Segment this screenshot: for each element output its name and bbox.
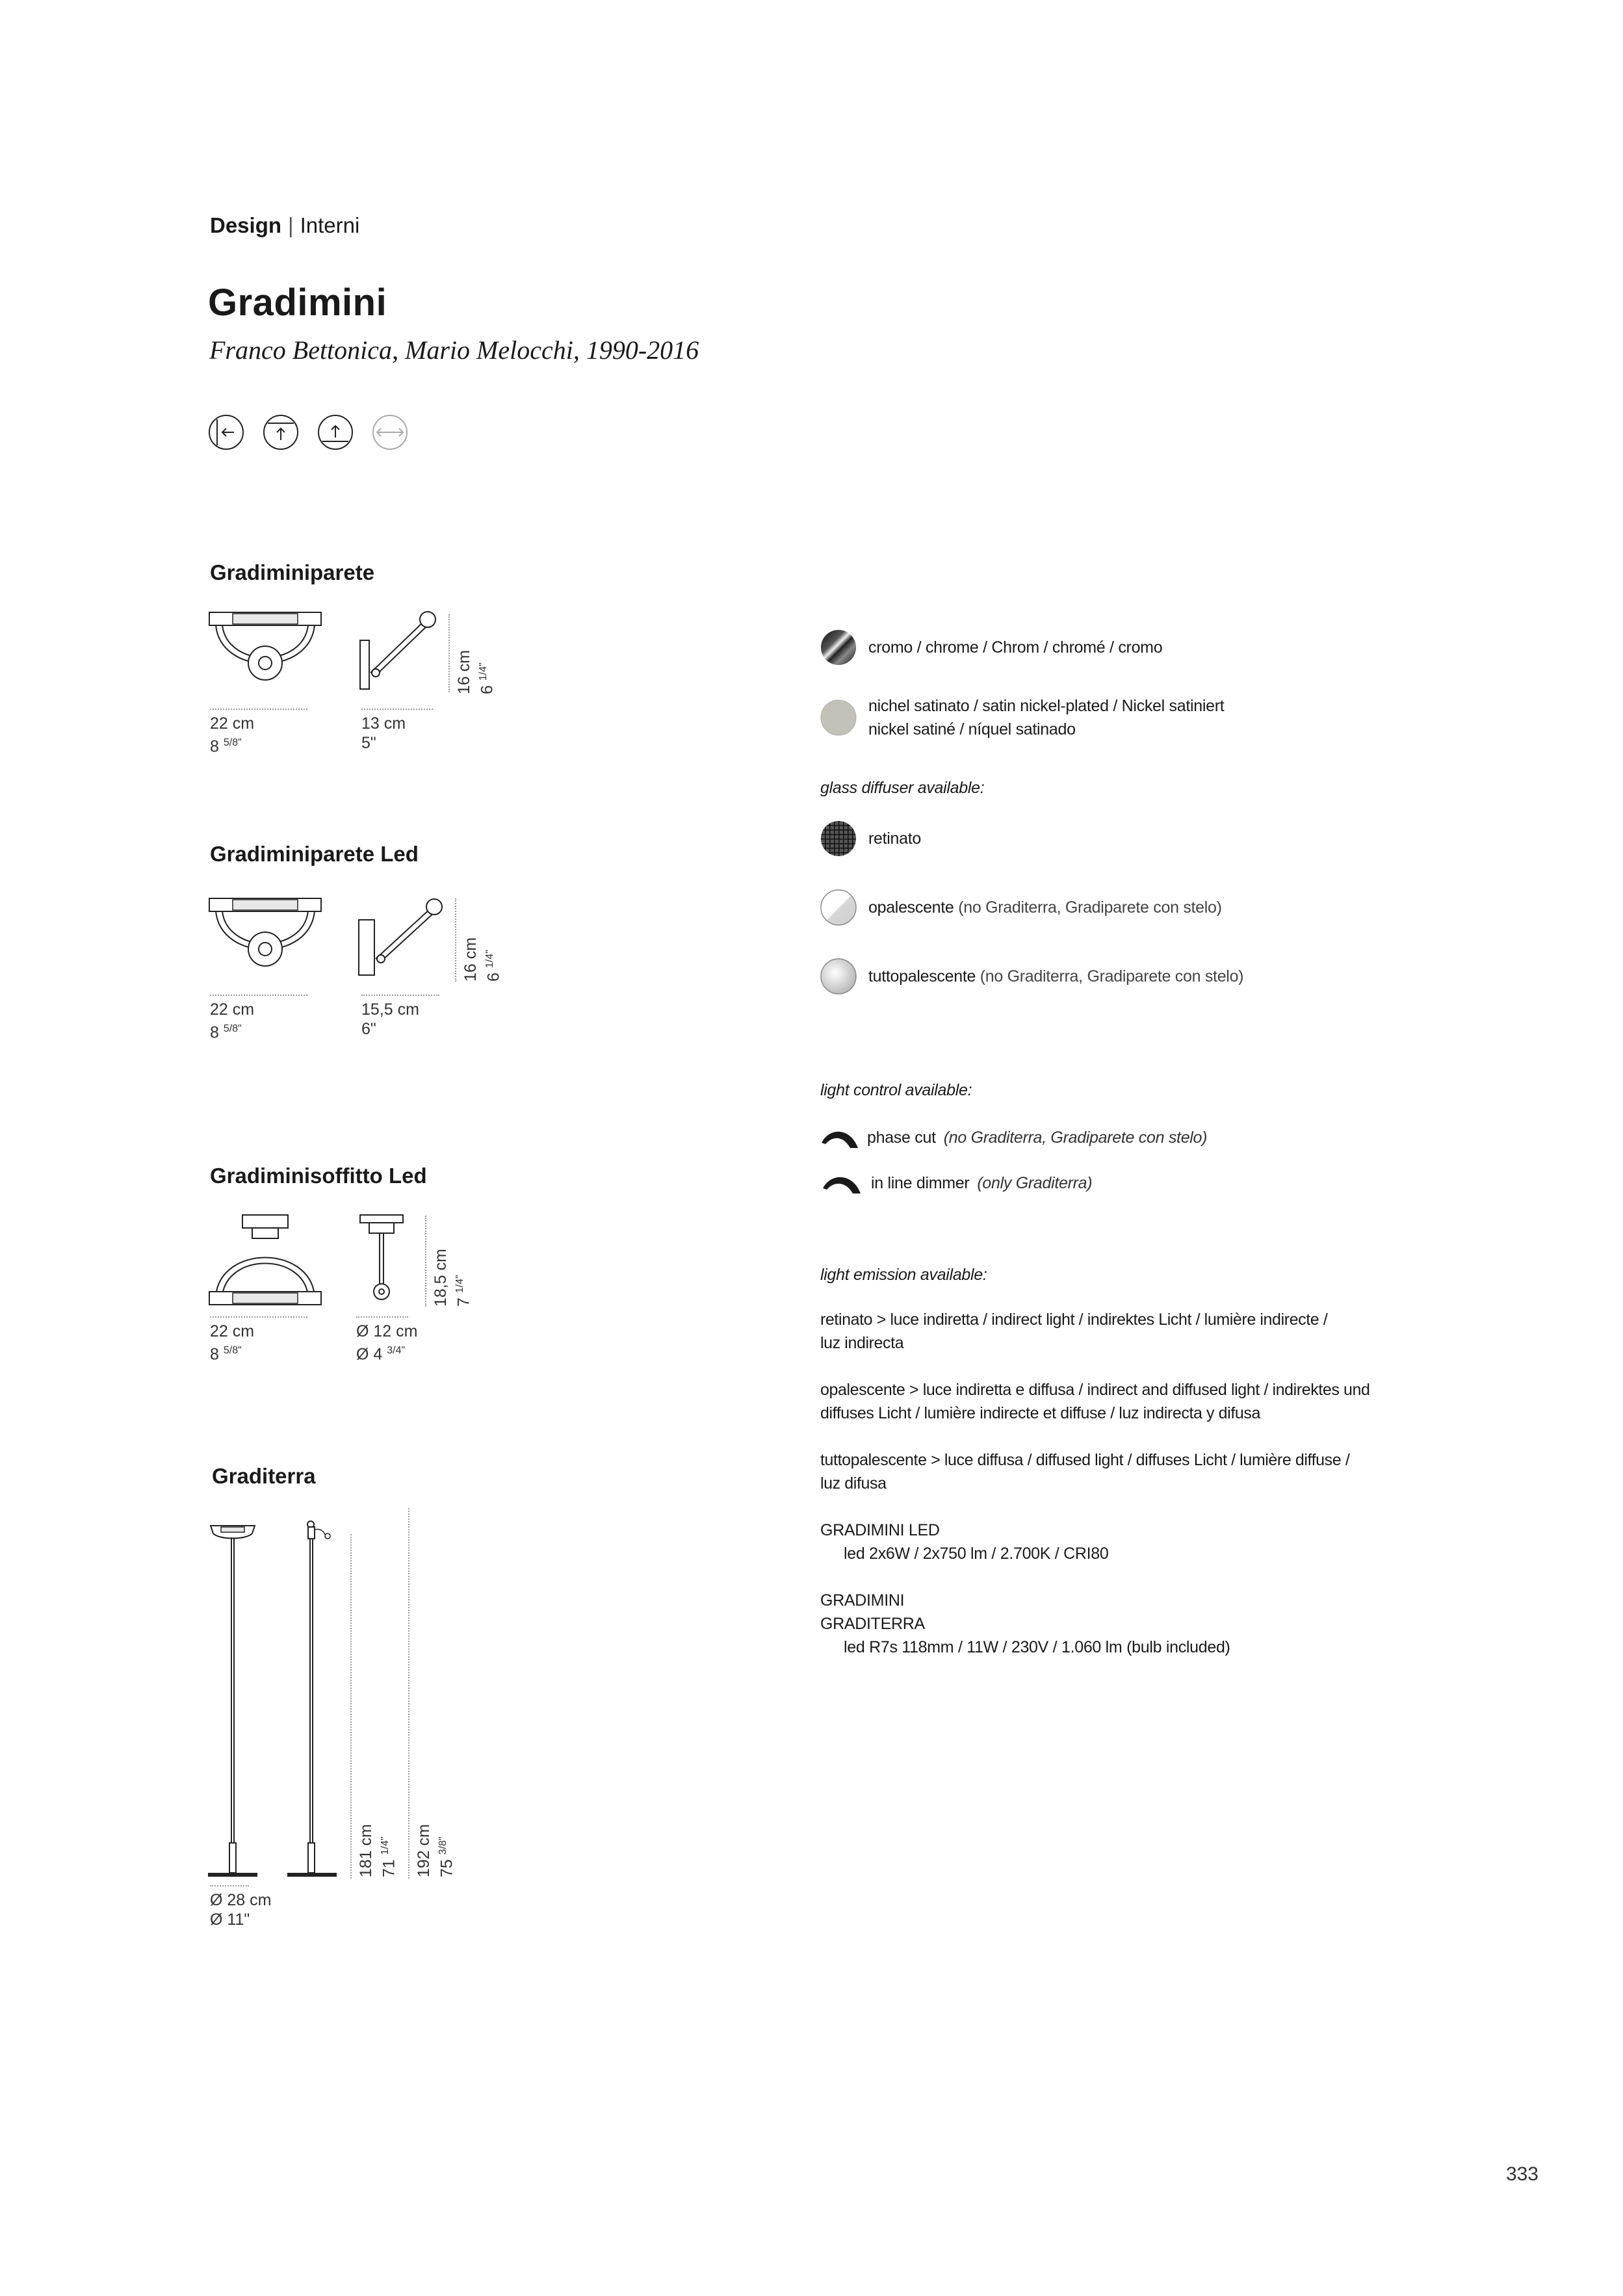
glass-label: opalescente	[868, 898, 954, 917]
height-in-frac: 1/4"	[478, 662, 489, 681]
height-in	[474, 662, 496, 694]
side-width-in-frac: 3/4"	[387, 1345, 406, 1356]
front-width-in-frac: 5/8"	[223, 1345, 242, 1356]
emission-line: opalescente > luce indiretta e diffusa / indirect and diffused light / indirektes und	[820, 1381, 1370, 1399]
ceiling-led-front-drawing	[207, 1212, 324, 1310]
front-width-in-frac: 5/8"	[223, 1023, 242, 1034]
front-width-cm: 22 cm	[210, 714, 255, 733]
phase-cut-icon	[820, 1125, 859, 1151]
height-2-in-text: 75	[437, 1859, 456, 1877]
control-dimmer	[820, 1170, 1092, 1196]
side-width-cm: 13 cm	[361, 714, 406, 733]
spec-heading: GRADIMINI	[820, 1591, 905, 1610]
finish-chrome	[820, 629, 1162, 666]
dimension-line	[425, 1216, 426, 1307]
chrome-swatch-icon	[820, 629, 857, 666]
side-width-cm: Ø 12 cm	[356, 1322, 418, 1340]
wall-led-side-drawing	[356, 894, 447, 982]
dimension-line	[408, 1508, 409, 1879]
front-width-in: 8	[210, 1345, 219, 1364]
glass-note: (no Graditerra, Gradiparete con stelo)	[958, 898, 1222, 917]
variant-title: Gradiminisoffitto Led	[210, 1164, 427, 1188]
height-cm	[455, 650, 473, 694]
height-cm	[432, 1249, 450, 1307]
dimension-line	[361, 709, 433, 710]
height-1-in-text: 71	[380, 1859, 398, 1877]
glass-label: retinato	[868, 829, 921, 848]
height-in	[451, 1275, 473, 1307]
light-control-label: light control available:	[820, 1081, 972, 1099]
satin-nickel-swatch-icon	[820, 699, 857, 736]
side-width	[361, 1000, 419, 1039]
tuttopalescente-swatch-icon	[820, 958, 857, 995]
glass-label: tuttopalescente	[868, 967, 976, 985]
adjustable-arrows-icon	[372, 414, 408, 450]
product-designer: Franco Bettonica, Mario Melocchi, 1990-2016	[209, 335, 699, 365]
front-width	[210, 1000, 254, 1042]
mount-icons	[208, 414, 408, 450]
height-1-in-frac: 1/4"	[380, 1836, 391, 1855]
glass-label-row	[868, 896, 1222, 919]
height-in	[481, 950, 502, 982]
emission-retinato	[820, 1308, 1405, 1355]
glass-tuttopalescente	[820, 958, 1243, 995]
front-width-in-frac: 5/8"	[223, 737, 242, 748]
side-width-cm: 15,5 cm	[361, 1000, 419, 1019]
control-label: phase cut	[867, 1128, 936, 1147]
control-label: in line dimmer	[871, 1173, 970, 1192]
emission-line: diffuses Licht / lumière indirecte et diffuse / luz indirecta y difusa	[820, 1404, 1260, 1422]
height-1-cm	[357, 1824, 375, 1877]
floor-up-icon	[317, 414, 354, 450]
variant-title: Gradiminiparete	[210, 560, 375, 584]
emission-line: luz difusa	[820, 1474, 887, 1493]
page-number: 333	[1505, 2163, 1539, 2185]
opalescente-swatch-icon	[820, 889, 857, 926]
height-2-in-frac: 3/8"	[437, 1836, 448, 1855]
glass-opalescente	[820, 889, 1222, 926]
height-1-in	[376, 1836, 398, 1877]
height-2-cm-text: 192 cm	[415, 1824, 433, 1877]
section-label: Interni	[300, 213, 360, 237]
front-width-cm: 22 cm	[210, 1322, 255, 1340]
dimmer-icon	[820, 1170, 863, 1196]
wall-lamp-side-drawing	[356, 608, 441, 696]
dimension-line	[455, 898, 456, 982]
wall-led-front-drawing	[207, 897, 324, 995]
light-emission-label: light emission available:	[820, 1266, 987, 1284]
height-1-cm-text: 181 cm	[357, 1824, 375, 1877]
dimension-line	[361, 995, 439, 996]
height-cm-text: 18,5 cm	[432, 1249, 450, 1307]
control-note: (no Graditerra, Gradiparete con stelo)	[943, 1128, 1208, 1147]
variant-title: Graditerra	[212, 1464, 316, 1488]
emission-line: tuttopalescente > luce diffusa / diffused light / diffuses Licht / lumière diffuse /	[820, 1451, 1350, 1469]
height-cm-text: 16 cm	[455, 649, 473, 694]
height-in-text: 7	[454, 1298, 473, 1307]
wall-lamp-front-drawing	[207, 611, 324, 709]
dimension-line	[210, 1885, 249, 1886]
brand-label: Design	[210, 213, 282, 237]
glass-note: (no Graditerra, Gradiparete con stelo)	[980, 967, 1244, 985]
spec-heading: GRADIMINI LED	[820, 1521, 940, 1539]
floor-lamp-side-drawing	[286, 1518, 351, 1882]
finish-label-line1: nichel satinato / satin nickel-plated / Nickel satiniert	[868, 697, 1225, 715]
base-diameter-cm: Ø 28 cm	[210, 1891, 272, 1909]
side-width-in: 5"	[361, 734, 376, 752]
front-width-in: 8	[210, 737, 219, 756]
front-width-cm: 22 cm	[210, 1000, 255, 1019]
spec-value: led 2x6W / 2x750 lm / 2.700K / CRI80	[844, 1545, 1109, 1563]
glass-retinato	[820, 820, 921, 857]
front-width	[210, 1322, 254, 1364]
side-width	[356, 1322, 417, 1364]
base-diameter	[210, 1890, 271, 1929]
side-width-in: Ø 4	[356, 1345, 383, 1364]
ceiling-up-icon	[263, 414, 299, 450]
dimension-line	[210, 709, 307, 710]
dimension-line	[356, 1316, 408, 1318]
product-title: Gradimini	[208, 281, 387, 324]
height-in-frac: 1/4"	[454, 1275, 465, 1294]
finish-label: cromo / chrome / Chrom / chromé / cromo	[868, 638, 1163, 657]
height-cm-text: 16 cm	[461, 937, 480, 982]
side-width-in: 6"	[361, 1020, 376, 1038]
side-width	[361, 714, 406, 753]
height-in-text: 6	[478, 685, 497, 694]
height-in-frac: 1/4"	[484, 950, 495, 969]
control-phase-cut	[820, 1125, 1207, 1151]
floor-lamp-front-drawing	[207, 1518, 259, 1882]
emission-tuttopalescente	[820, 1448, 1405, 1495]
glass-label-row	[868, 965, 1243, 988]
spec-value: led R7s 118mm / 11W / 230V / 1.060 lm (bulb included)	[844, 1638, 1230, 1656]
header-separator: |	[288, 213, 294, 237]
wall-left-icon	[208, 414, 244, 450]
emission-line: luz indirecta	[820, 1334, 904, 1352]
height-2-in	[434, 1836, 456, 1877]
height-2-cm	[415, 1824, 433, 1877]
emission-line: retinato > luce indiretta / indirect light / indirektes Licht / lumière indirecte /	[820, 1311, 1328, 1329]
spec-gradimini-led	[820, 1519, 1108, 1565]
height-in-text: 6	[484, 972, 503, 982]
finish-satin-nickel	[820, 694, 1224, 741]
ceiling-led-side-drawing	[356, 1212, 408, 1310]
dimension-line	[210, 1316, 307, 1318]
front-width	[210, 714, 254, 756]
spec-heading: GRADITERRA	[820, 1615, 925, 1633]
dimension-line	[210, 995, 307, 996]
base-diameter-in: Ø 11"	[210, 1911, 250, 1929]
spec-gradimini-graditerra	[820, 1589, 1230, 1659]
dimension-line	[448, 614, 450, 692]
variant-title: Gradiminiparete Led	[210, 842, 419, 866]
height-cm	[461, 937, 480, 982]
finish-label-line2: nickel satiné / níquel satinado	[868, 720, 1076, 738]
control-note: (only Graditerra)	[977, 1173, 1093, 1192]
emission-opalescente	[820, 1378, 1405, 1425]
finish-label	[868, 694, 1224, 741]
dimension-line	[350, 1534, 352, 1879]
header-breadcrumb	[210, 213, 359, 238]
front-width-in: 8	[210, 1023, 219, 1042]
retinato-swatch-icon	[820, 820, 857, 857]
glass-diffuser-label: glass diffuser available:	[820, 779, 985, 797]
